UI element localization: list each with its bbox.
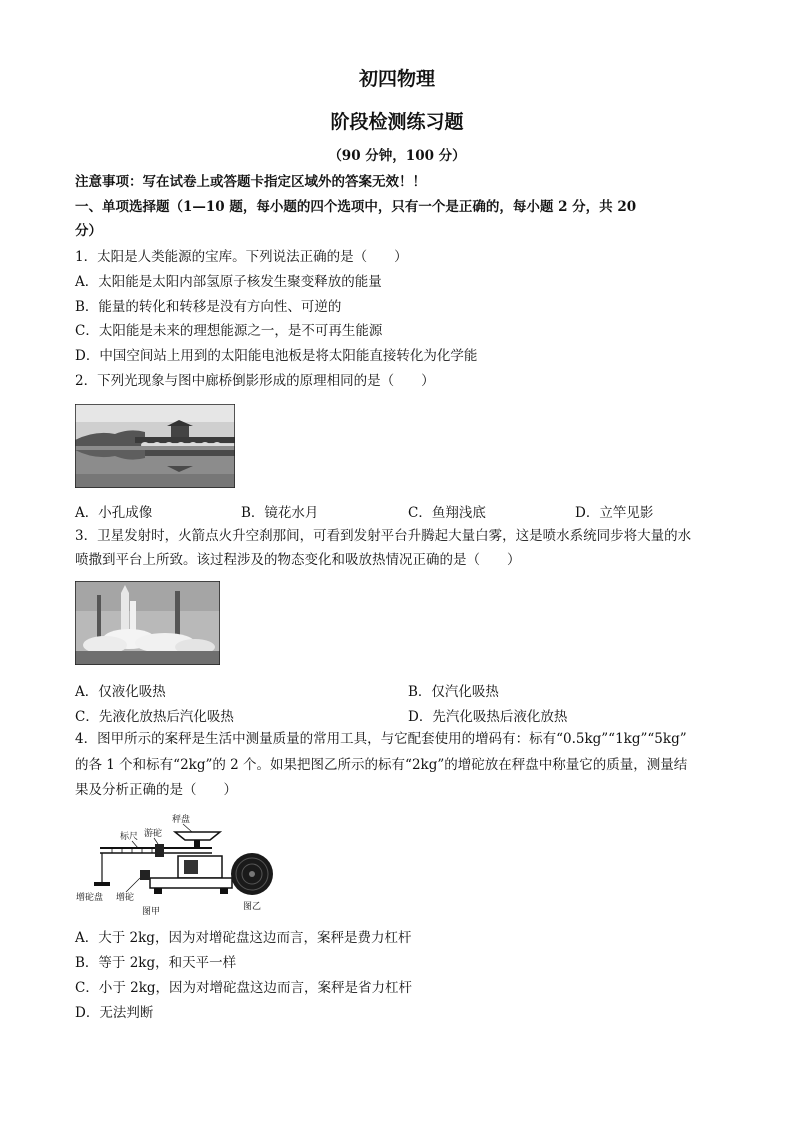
label-fig-b: 图乙 xyxy=(243,902,262,912)
q2-option-c: C．鱼翔浅底 xyxy=(408,505,486,521)
q3-stem-line2: 喷撒到平台上所致。该过程涉及的物态变化和吸放热情况正确的是（ ） xyxy=(75,552,521,568)
q3-option-b: B．仅汽化吸热 xyxy=(408,684,499,700)
label-weight: 增砣 xyxy=(116,893,135,903)
q2-stem: 2．下列光现象与图中廊桥倒影形成的原理相同的是（ ） xyxy=(75,373,435,389)
q4-scale-figure xyxy=(72,808,287,918)
q4-stem-line3: 果及分析正确的是（ ） xyxy=(75,782,237,798)
label-weight-tray: 增砣盘 xyxy=(76,893,104,903)
q1-option-a: A．太阳能是太阳内部氢原子核发生聚变释放的能量 xyxy=(75,274,382,290)
q3-stem-line1: 3．卫星发射时，火箭点火升空刹那间，可看到发射平台升腾起大量白雾，这是喷水系统同步将大量的水 xyxy=(75,528,692,544)
label-fig-a: 图甲 xyxy=(142,907,161,917)
q3-option-d: D．先汽化吸热后液化放热 xyxy=(408,709,568,725)
page-subtitle: 阶段检测练习题 xyxy=(330,111,464,133)
label-pan: 秤盘 xyxy=(172,815,191,825)
q2-option-a: A．小孔成像 xyxy=(75,505,153,521)
section-heading-cont: 分） xyxy=(75,223,102,239)
q1-stem: 1．太阳是人类能源的宝库。下列说法正确的是（ ） xyxy=(75,249,408,265)
notice: 注意事项：写在试卷上或答题卡指定区域外的答案无效！！ xyxy=(75,174,426,190)
section-heading: 一、单项选择题（1—10 题，每小题的四个选项中，只有一个是正确的，每小题 2 分，共 20 xyxy=(75,199,637,215)
page-title: 初四物理 xyxy=(358,68,435,90)
q4-option-c: C．小于 2kg，因为对增砣盘这边而言，案秤是省力杠杆 xyxy=(75,980,413,996)
q1-option-d: D．中国空间站上用到的太阳能电池板是将太阳能直接转化为化学能 xyxy=(75,348,478,364)
q2-bridge-photo xyxy=(75,404,235,488)
q3-rocket-photo xyxy=(75,581,220,665)
label-ruler: 标尺 xyxy=(120,832,139,842)
q4-option-b: B．等于 2kg，和天平一样 xyxy=(75,955,237,971)
exam-meta: （90 分钟，100 分） xyxy=(328,148,466,164)
q3-option-c: C．先液化放热后汽化吸热 xyxy=(75,709,234,725)
label-slider: 游砣 xyxy=(144,829,163,839)
q1-option-c: C．太阳能是未来的理想能源之一，是不可再生能源 xyxy=(75,323,383,339)
q4-stem-line2: 的各 1 个和标有“2kg”的 2 个。如果把图乙所示的标有“2kg”的增砣放在秤盘中称量它的质量，测量结 xyxy=(75,757,688,773)
q4-option-a: A．大于 2kg，因为对增砣盘这边而言，案秤是费力杠杆 xyxy=(75,930,412,946)
q2-option-b: B．镜花水月 xyxy=(241,505,319,521)
q4-option-d: D．无法判断 xyxy=(75,1005,154,1021)
q2-option-d: D．立竿见影 xyxy=(575,505,654,521)
q3-option-a: A．仅液化吸热 xyxy=(75,684,166,700)
q1-option-b: B．能量的转化和转移是没有方向性、可逆的 xyxy=(75,299,342,315)
q4-stem-line1: 4．图甲所示的案秤是生活中测量质量的常用工具，与它配套使用的增码有：标有“0.5kg”“1kg”“5kg” xyxy=(75,731,687,747)
